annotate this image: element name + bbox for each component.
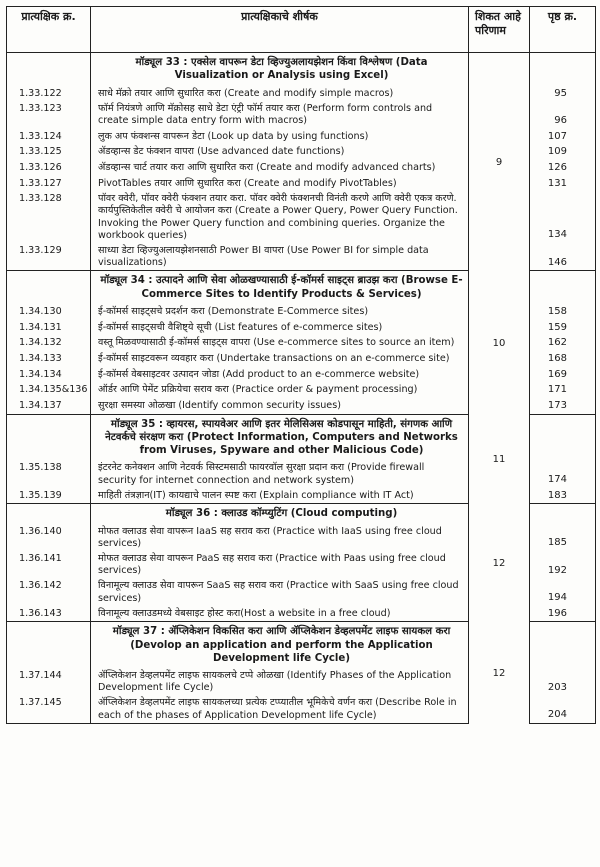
empty-cell: [530, 622, 596, 668]
page-number: 203: [530, 668, 596, 695]
practical-title: मोफत क्लाउड सेवा वापरून PaaS सह सराव करा (Practice with Paas using free cloud services): [91, 551, 469, 578]
practical-title: ॲप्लिकेशन डेव्हलपमेंट लाइफ सायकलच्या प्रत्येक टप्प्यातील भूमिकेचे वर्णन करा (Describe Role in each of the phases of Application Development life Cycle): [91, 695, 469, 723]
page-number: 204: [530, 695, 596, 723]
practical-title: साध्या डेटा व्हिज्युअलायझेशनसाठी Power BI वापरा (Use Power BI for simple data visualizations): [91, 243, 469, 271]
practical-number: 1.35.139: [7, 488, 91, 504]
practical-number: 1.36.140: [7, 524, 91, 551]
empty-cell: [7, 53, 91, 86]
empty-cell: [530, 504, 596, 524]
practical-number: 1.36.141: [7, 551, 91, 578]
practical-number: 1.33.126: [7, 160, 91, 176]
module-heading-row: [7, 271, 596, 304]
practical-title: ई-कॉमर्स साइट्सची वैशिष्ट्ये सूची (List features of e-commerce sites): [91, 320, 469, 336]
module-title-cell: [91, 622, 469, 668]
column-header-number: प्रात्यक्षिक क्र.: [7, 7, 91, 53]
practical-number: 1.33.125: [7, 144, 91, 160]
practical-number: 1.34.131: [7, 320, 91, 336]
page-number: 169: [530, 367, 596, 383]
page-number: 185: [530, 524, 596, 551]
module-heading-row: [7, 53, 596, 86]
practical-number: 1.33.123: [7, 101, 91, 128]
practical-title: लुक अप फंक्शन्स वापरून डेटा (Look up data by using functions): [91, 129, 469, 145]
learning-outcome: 12: [469, 504, 530, 622]
page-number: 126: [530, 160, 596, 176]
practical-number: 1.33.128: [7, 191, 91, 243]
page-number: 107: [530, 129, 596, 145]
module-title: मॉड्यूल 33 : एक्सेल वापरून डेटा व्हिज्युअलायझेशन किंवा विश्लेषण (Data Visualization or Analysis using Excel): [135, 57, 428, 82]
practical-title: सुरक्षा समस्या ओळखा (Identify common security issues): [91, 398, 469, 414]
practical-number: 1.37.145: [7, 695, 91, 723]
practical-number: 1.36.142: [7, 578, 91, 605]
module-title: मॉड्यूल 37 : ॲप्लिकेशन विकसित करा आणि ॲप्लिकेशन डेव्हलपमेंट लाइफ सायकल करा (Devolop an application and perform the Application Development life Cycle): [112, 626, 451, 664]
module-title-cell: [91, 271, 469, 304]
module-section: [7, 504, 596, 622]
practical-number: 1.34.137: [7, 398, 91, 414]
learning-outcome: 12: [469, 622, 530, 723]
module-title-cell: [91, 53, 469, 86]
page-number: 183: [530, 488, 596, 504]
empty-cell: [7, 414, 91, 460]
practical-title: इंटरनेट कनेक्शन आणि नेटवर्क सिस्टमसाठी फायरवॉल सुरक्षा प्रदान करा (Provide firewall security for internet connection and network system): [91, 460, 469, 487]
module-heading-row: [7, 504, 596, 524]
practical-title: ॲडव्हान्स डेट फंक्शन वापरा (Use advanced date functions): [91, 144, 469, 160]
module-title: मॉड्यूल 34 : उत्पादने आणि सेवा ओळखण्यासाठी ई-कॉमर्स साइट्स ब्राउझ करा (Browse E-Commerce Sites to Identify Products & Services): [100, 275, 463, 300]
column-header-outcome: शिकत आहे परिणाम: [469, 7, 530, 53]
module-section: [7, 622, 596, 723]
page-number: 173: [530, 398, 596, 414]
page-number: 171: [530, 382, 596, 398]
practical-number: 1.34.130: [7, 304, 91, 320]
practical-title: मोफत क्लाउड सेवा वापरून IaaS सह सराव करा (Practice with IaaS using free cloud services): [91, 524, 469, 551]
practical-title: ॲप्लिकेशन डेव्हलपमेंट लाइफ सायकलचे टप्पे ओळखा (Identify Phases of the Application Development life Cycle): [91, 668, 469, 695]
empty-cell: [7, 504, 91, 524]
learning-outcome: 10: [469, 271, 530, 414]
learning-outcome: 11: [469, 414, 530, 504]
practical-title: विनामूल्य क्लाउडमध्ये वेबसाइट होस्ट करा(Host a website in a free cloud): [91, 606, 469, 622]
module-heading-row: [7, 414, 596, 460]
practical-number: 1.33.129: [7, 243, 91, 271]
practical-title: ऑर्डर आणि पेमेंट प्रक्रियेचा सराव करा (Practice order & payment processing): [91, 382, 469, 398]
module-title: मॉड्यूल 35 : व्हायरस, स्पायवेअर आणि इतर मेलिसिअस कोडपासून माहिती, संगणक आणि नेटवर्कचे संरक्षण करा (Protect Information, Computers and Networks from Viruses, Spyware and other Malicious Code): [105, 418, 458, 457]
practical-number: 1.34.134: [7, 367, 91, 383]
practical-title: ॲडव्हान्स चार्ट तयार करा आणि सुधारित करा (Create and modify advanced charts): [91, 160, 469, 176]
page-number: 162: [530, 335, 596, 351]
practical-number: 1.37.144: [7, 668, 91, 695]
practical-title: ई-कॉमर्स वेबसाइटवर उत्पादन जोडा (Add product to an e-commerce website): [91, 367, 469, 383]
module-section: [7, 414, 596, 504]
practical-number: 1.33.124: [7, 129, 91, 145]
page-number: 159: [530, 320, 596, 336]
practical-title: ई-कॉमर्स साइटवरून व्यवहार करा (Undertake transactions on an e-commerce site): [91, 351, 469, 367]
practical-number: 1.35.138: [7, 460, 91, 487]
column-header-title: प्रात्यक्षिकाचे शीर्षक: [91, 7, 469, 53]
practical-number: 1.33.127: [7, 176, 91, 192]
practical-title: वस्तू मिळवण्यासाठी ई-कॉमर्स साइट्स वापरा (Use e-commerce sites to source an item): [91, 335, 469, 351]
practical-title: माहिती तंत्रज्ञान(IT) कायद्याचे पालन स्पष्ट करा (Explain compliance with IT Act): [91, 488, 469, 504]
empty-cell: [530, 53, 596, 86]
page-number: 196: [530, 606, 596, 622]
empty-cell: [7, 271, 91, 304]
practical-number: 1.33.122: [7, 86, 91, 102]
practical-number: 1.36.143: [7, 606, 91, 622]
practical-number: 1.34.132: [7, 335, 91, 351]
page-number: 134: [530, 191, 596, 243]
page-number: 192: [530, 551, 596, 578]
module-section: [7, 53, 596, 271]
practical-title: फॉर्म नियंत्रणे आणि मॅक्रोसह साधे डेटा एंट्री फॉर्म तयार करा (Perform form controls and create simple data entry form with macros): [91, 101, 469, 128]
column-header-page: पृष्ठ क्र.: [530, 7, 596, 53]
page-number: 109: [530, 144, 596, 160]
table-header: [7, 7, 596, 53]
module-title: मॉड्यूल 36 : क्लाउड कॉम्प्युटिंग (Cloud computing): [165, 508, 398, 520]
practical-title: PivotTables तयार आणि सुधारित करा (Create and modify PivotTables): [91, 176, 469, 192]
learning-outcome: 9: [469, 53, 530, 271]
page-number: 174: [530, 460, 596, 487]
page-number: 146: [530, 243, 596, 271]
module-title-cell: [91, 504, 469, 524]
practical-title: पॉवर क्वेरी, पॉवर क्वेरी फंक्शन तयार करा. पॉवर क्वेरी फंक्शनची विनंती करणे आणि क्वेरी एकत्र करणे. कार्यपुस्तिकेतील क्वेरी चे आयोजन करा (Create a Power Query, Power Query Function. Invoking the Power Query function and combining queries. Organize the workbook queries): [91, 191, 469, 243]
page-number: 158: [530, 304, 596, 320]
empty-cell: [530, 271, 596, 304]
practical-title: साधे मॅक्रो तयार आणि सुधारित करा (Create and modify simple macros): [91, 86, 469, 102]
practical-title: ई-कॉमर्स साइट्सचे प्रदर्शन करा (Demonstrate E-Commerce sites): [91, 304, 469, 320]
empty-cell: [7, 622, 91, 668]
page-number: 131: [530, 176, 596, 192]
page-number: 168: [530, 351, 596, 367]
page-number: 95: [530, 86, 596, 102]
contents-table: [6, 6, 596, 724]
practical-number: 1.34.133: [7, 351, 91, 367]
module-section: [7, 271, 596, 414]
page-number: 96: [530, 101, 596, 128]
practical-title: विनामूल्य क्लाउड सेवा वापरून SaaS सह सराव करा (Practice with SaaS using free cloud services): [91, 578, 469, 605]
practical-number: 1.34.135&136: [7, 382, 91, 398]
empty-cell: [530, 414, 596, 460]
module-heading-row: [7, 622, 596, 668]
module-title-cell: [91, 414, 469, 460]
page-number: 194: [530, 578, 596, 605]
